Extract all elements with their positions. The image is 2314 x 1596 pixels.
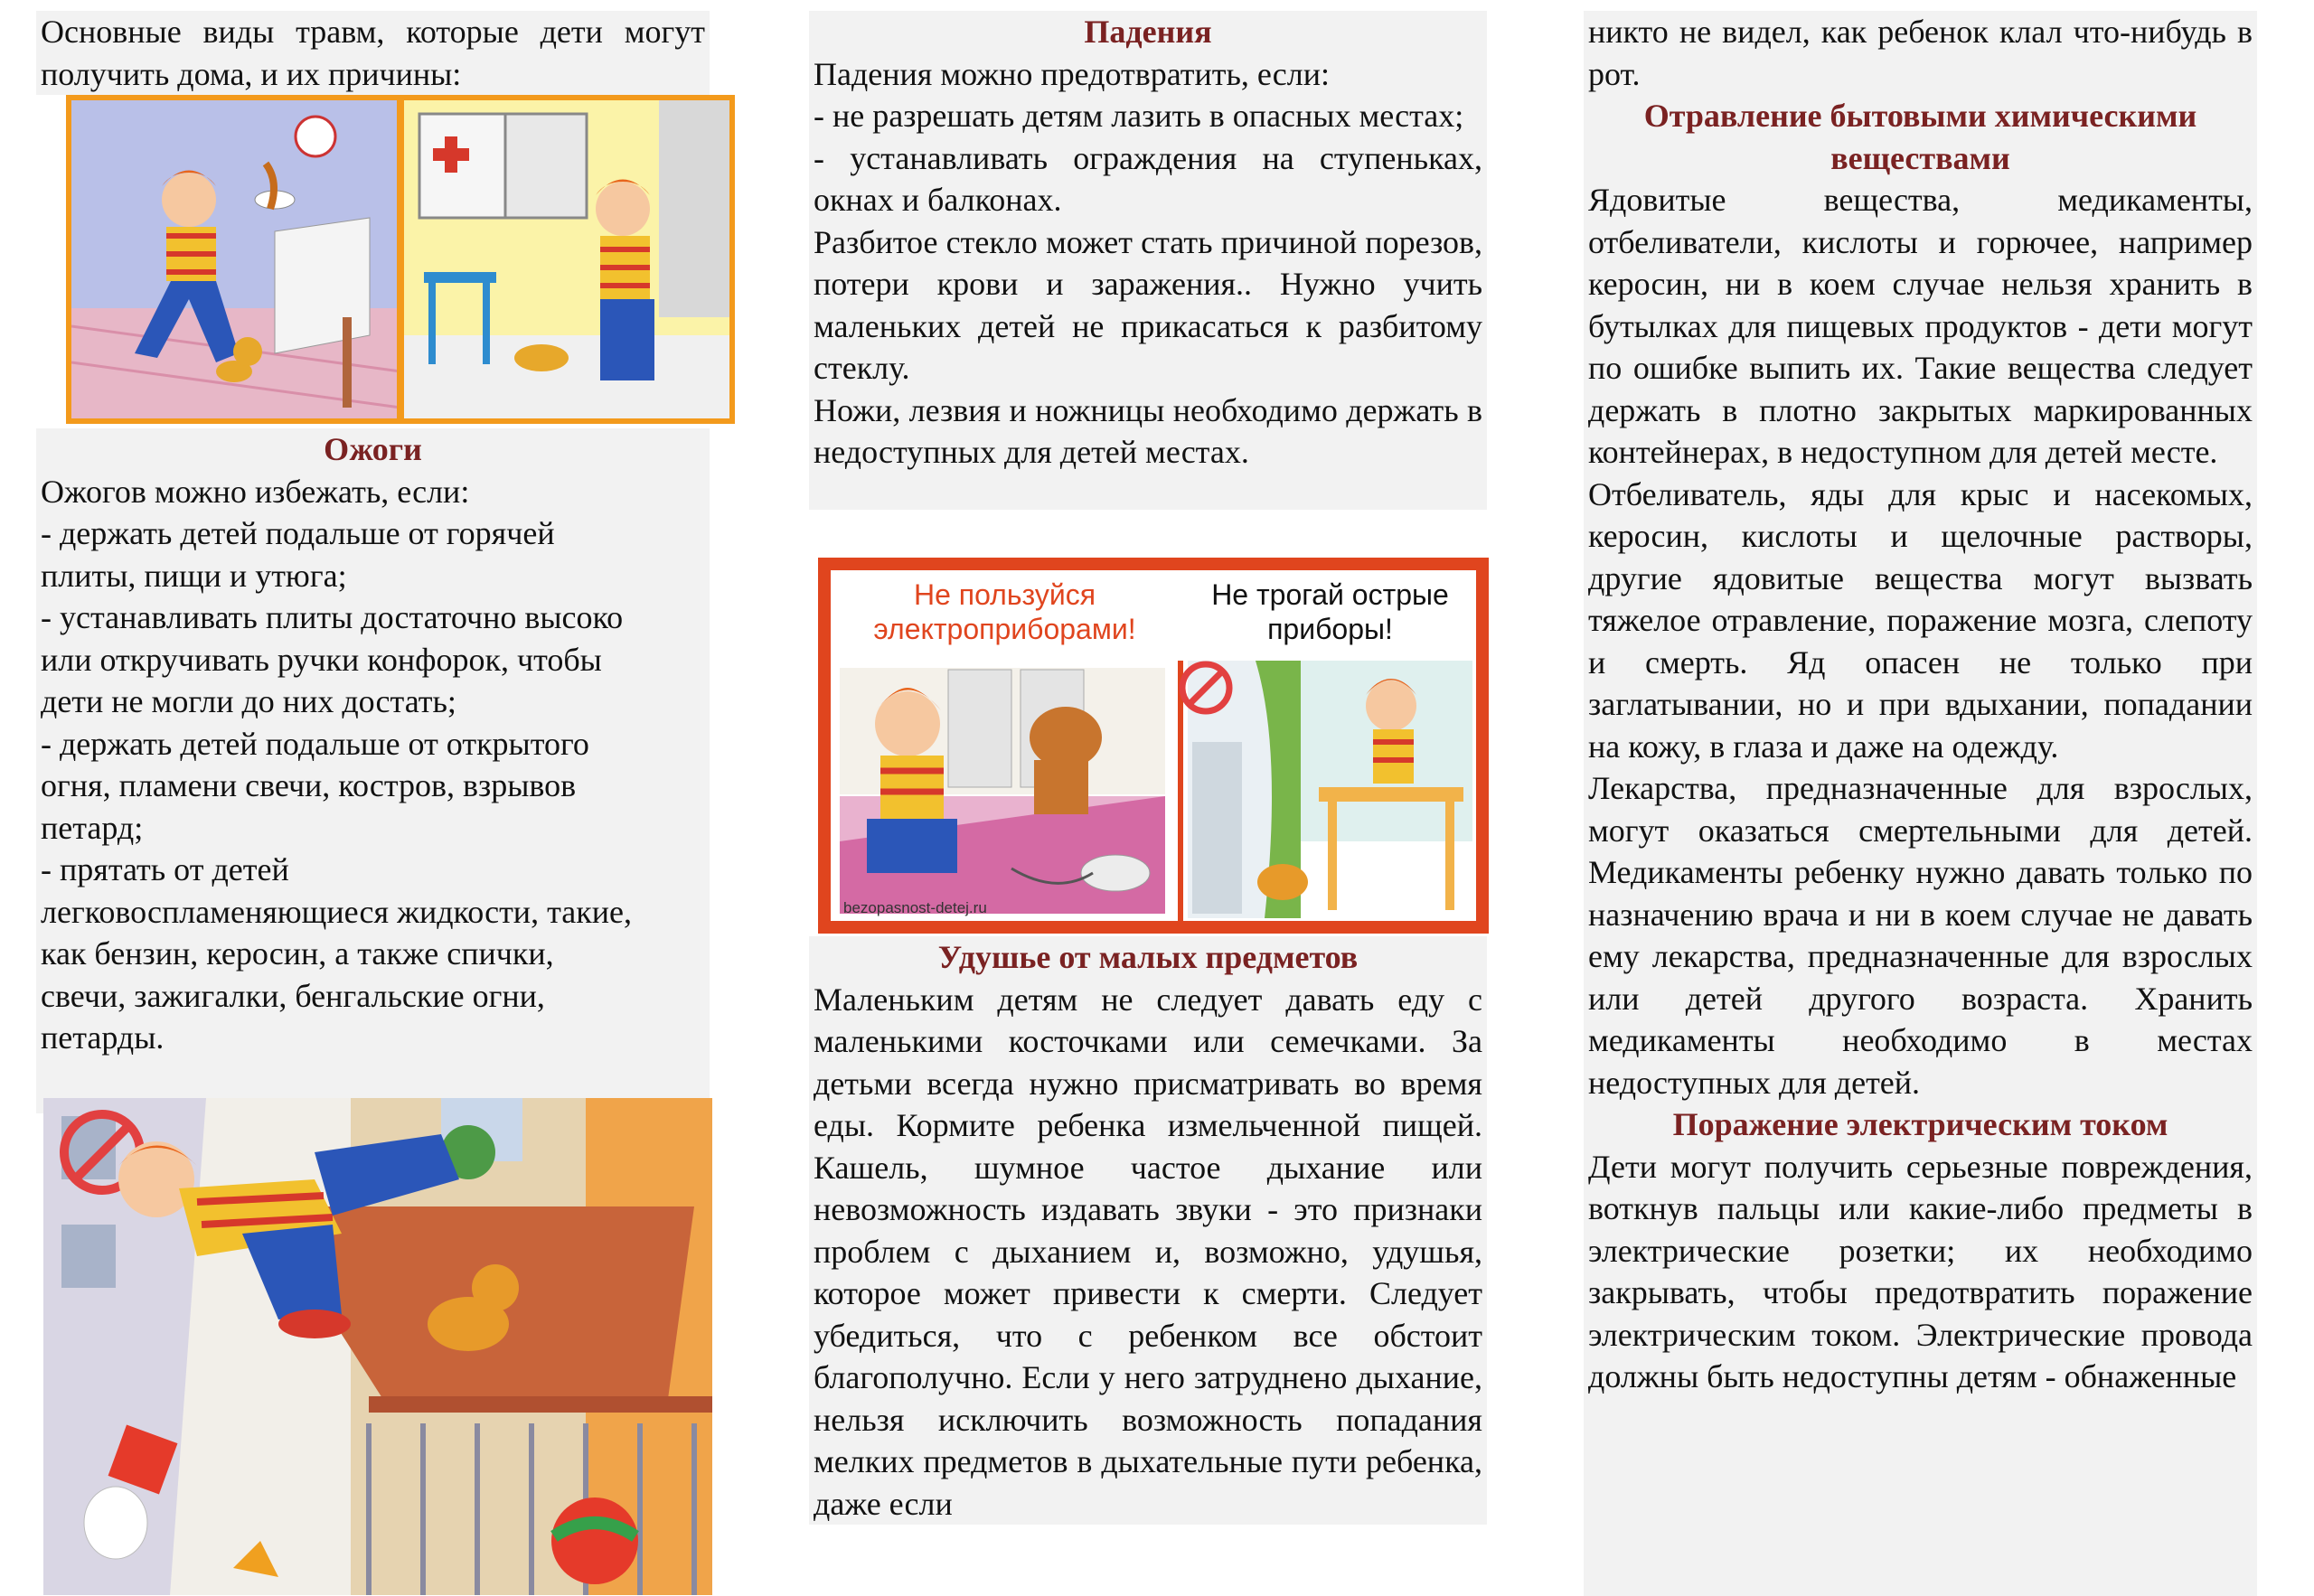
intro-text: Основные виды травм, которые дети могут получить дома, и их причины: <box>41 14 705 92</box>
falls-block <box>809 11 1487 510</box>
burns-text <box>41 471 705 1059</box>
electric-paragraph: Дети могут получить серьезные повреждения, воткнув пальцы или какие-либо предметы в электрические розетки; их необходимо закрывать, чтобы предотвратить поражение электрическим током. Электрические провода должны быть недоступны детям - обнаженные <box>1588 1148 2253 1394</box>
falls-heading: Падения <box>1084 14 1212 50</box>
column-3 <box>1584 0 2257 1596</box>
poster-watermark: bezopasnost-detej.ru <box>843 899 987 916</box>
burns-line: огня, пламени свечи, костров, взрывов <box>41 767 577 803</box>
burns-heading: Ожоги <box>324 431 422 467</box>
electric-heading: Поражение электрическим током <box>1672 1106 2168 1142</box>
kitchen-scene-image <box>71 100 729 418</box>
burns-line: легковоспламеняющиеся жидкости, такие, <box>41 893 632 930</box>
balcony-scene-image <box>43 1098 712 1595</box>
burns-line: дети не могли до них достать; <box>41 683 456 719</box>
burns-line: - держать детей подальше от горячей <box>41 515 555 551</box>
burns-line: - устанавливать плиты достаточно высоко <box>41 599 624 635</box>
falls-paragraph: Ножи, лезвия и ножницы необходимо держать в недоступных для детей местах. <box>814 391 1482 470</box>
poisoning-paragraph: Лекарства, предназначенные для взрослых, могут оказаться смертельными для детей. Медикаменты ребенку нужно давать только по назначению врача и ни в коем случае не давать ему лекарства, предназначенные для взрослых или детей другого возраста. Хранить медикаменты необходимо в местах недоступных для детей. <box>1588 770 2253 1101</box>
falls-paragraph: Падения можно предотвратить, если: <box>814 55 1331 92</box>
intro-block <box>36 11 710 95</box>
burns-line: петард; <box>41 809 144 846</box>
burns-line: свечи, зажигалки, бенгальские огни, <box>41 977 545 1014</box>
poster-right-caption: Не трогай острые приборы! <box>1211 578 1449 645</box>
electric-safety-poster <box>818 558 1489 934</box>
continuation-text: никто не видел, как ребенок клал что-нибудь в рот. <box>1588 14 2253 92</box>
burns-line: петарды. <box>41 1019 165 1056</box>
choking-block <box>809 936 1487 1525</box>
falls-paragraph: - не разрешать детям лазить в опасных местах; <box>814 98 1464 134</box>
falls-paragraph: Разбитое стекло может стать причиной порезов, потери крови и заражения.. Нужно учить маленьких детей не прикасаться к разбитому стеклу. <box>814 223 1482 386</box>
burns-line: - держать детей подальше от открытого <box>41 725 589 762</box>
column-3-text <box>1584 11 2257 1596</box>
burns-line: Ожогов можно избежать, если: <box>41 473 470 510</box>
burns-line: или откручивать ручки конфорок, чтобы <box>41 641 602 678</box>
choking-heading: Удушье от малых предметов <box>937 939 1359 975</box>
burns-line: как бензин, керосин, а также спички, <box>41 935 554 972</box>
falls-paragraph: - устанавливать ограждения на ступеньках, окнах и балконах. <box>814 139 1482 218</box>
column-2 <box>809 0 1487 1596</box>
burns-line: - прятать от детей <box>41 851 289 887</box>
burns-line: плиты, пищи и утюга; <box>41 557 347 594</box>
burns-block <box>36 428 710 1113</box>
balcony-illustration <box>43 1098 712 1595</box>
poisoning-heading: Отравление бытовыми химическими веществами <box>1643 98 2197 176</box>
poisoning-paragraph: Ядовитые вещества, медикаменты, отбеливатели, кислоты и горючее, например керосин, ни в коем случае нельзя хранить в бутылках для пищевых продуктов - дети могут по ошибке выпить их. Такие вещества следует держать в плотно закрытых маркированных контейнерах, в недоступном для детей месте. <box>1588 182 2253 470</box>
poisoning-paragraph: Отбеливатель, яды для крыс и насекомых, керосин, кислоты и щелочные растворы, другие ядовитые вещества могут вызвать тяжелое отравление, поражение мозга, слепоту и смерть. Яд опасен не только при заглатывании, но и при вдыхании, попадании на кожу, в глаза и даже на одежду. <box>1588 475 2253 765</box>
poster-left-caption: Не пользуйся электроприборами! <box>873 578 1136 645</box>
choking-paragraph: Маленьким детям не следует давать еду с маленькими косточками или семечками. За детьми всегда нужно присматривать во время еды. Кормите ребенка измельченной пищей. Кашель, шумное частое дыхание или невозможность издавать звуки - это признаки проблем с дыханием и, возможно, удушья, которое может привести к смерти. Следует убедиться, что с ребенком все обстоит благополучно. Если у него затруднено дыхание, нельзя исключить возможность попадания мелких предметов в дыхательные пути ребенка, даже если <box>814 981 1482 1522</box>
falls-burns-illustration <box>66 95 735 424</box>
column-1 <box>36 0 710 1596</box>
